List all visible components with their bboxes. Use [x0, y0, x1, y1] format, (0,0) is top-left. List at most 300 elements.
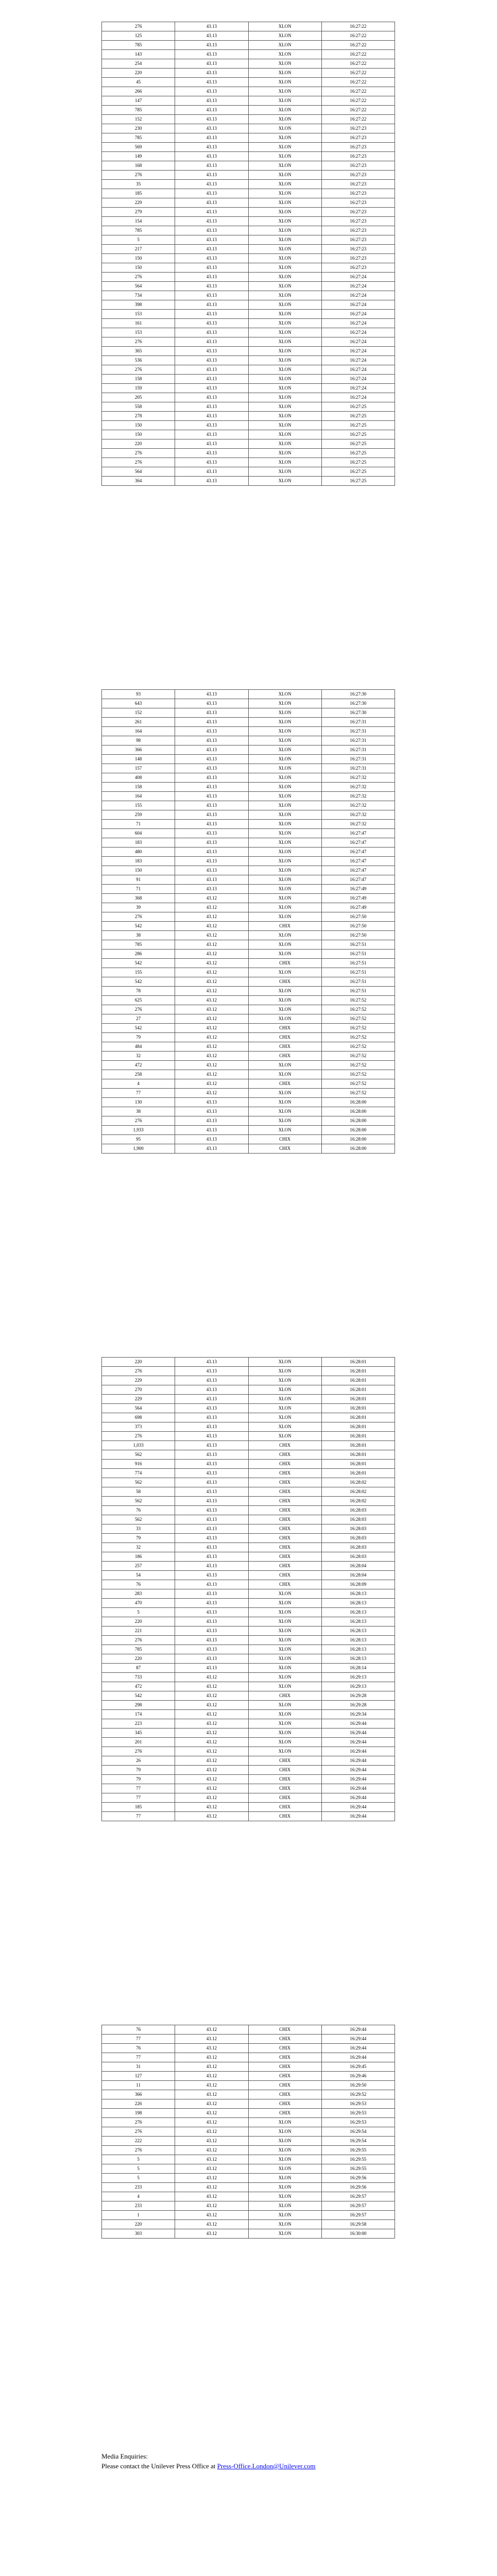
volume-cell: 276 [102, 337, 175, 347]
price-cell: 43.12 [175, 2164, 248, 2174]
price-cell: 43.13 [175, 1422, 248, 1432]
price-cell: 43.13 [175, 1654, 248, 1664]
time-cell: 16:28:13 [321, 1599, 395, 1608]
venue-cell: XLON [248, 402, 321, 412]
time-cell: 16:28:03 [321, 1524, 395, 1534]
price-cell: 43.12 [175, 1719, 248, 1728]
price-cell: 43.13 [175, 727, 248, 736]
volume-cell: 564 [102, 282, 175, 291]
table-row [102, 1580, 395, 1589]
volume-cell: 785 [102, 940, 175, 950]
volume-cell: 261 [102, 718, 175, 727]
venue-cell: CHIX [248, 1135, 321, 1144]
price-cell: 43.13 [175, 31, 248, 41]
time-cell: 16:27:51 [321, 968, 395, 977]
price-cell: 43.13 [175, 96, 248, 106]
time-cell: 16:27:23 [321, 124, 395, 133]
table-row [102, 2099, 395, 2109]
volume-cell: 154 [102, 217, 175, 226]
price-cell: 43.13 [175, 1497, 248, 1506]
table-row [102, 2229, 395, 2239]
venue-cell: XLON [248, 1404, 321, 1413]
volume-cell: 1 [102, 2211, 175, 2220]
time-cell: 16:27:24 [321, 375, 395, 384]
price-cell: 43.13 [175, 1580, 248, 1589]
table-row [102, 1497, 395, 1506]
price-cell: 43.13 [175, 1116, 248, 1126]
volume-cell: 4 [102, 1079, 175, 1089]
price-cell: 43.13 [175, 393, 248, 402]
volume-cell: 276 [102, 365, 175, 375]
venue-cell: XLON [248, 1089, 321, 1098]
table-row [102, 2211, 395, 2220]
table-row [102, 2220, 395, 2229]
venue-cell: CHIX [248, 1524, 321, 1534]
table-row [102, 161, 395, 171]
table-row [102, 319, 395, 328]
venue-cell: XLON [248, 885, 321, 894]
time-cell: 16:27:50 [321, 922, 395, 931]
time-cell: 16:28:01 [321, 1367, 395, 1376]
price-cell: 43.12 [175, 2192, 248, 2201]
time-cell: 16:28:03 [321, 1515, 395, 1524]
time-cell: 16:29:52 [321, 2090, 395, 2099]
time-cell: 16:29:44 [321, 1747, 395, 1756]
time-cell: 16:27:32 [321, 820, 395, 829]
table-row [102, 1571, 395, 1580]
table-row [102, 1617, 395, 1626]
volume-cell: 785 [102, 226, 175, 235]
venue-cell: XLON [248, 2174, 321, 2183]
price-cell: 43.12 [175, 1775, 248, 1784]
time-cell: 16:28:03 [321, 1543, 395, 1552]
price-cell: 43.12 [175, 2201, 248, 2211]
price-cell: 43.13 [175, 745, 248, 755]
table-row [102, 2155, 395, 2164]
table-row [102, 745, 395, 755]
venue-cell: XLON [248, 875, 321, 885]
price-cell: 43.13 [175, 365, 248, 375]
time-cell: 16:29:34 [321, 1710, 395, 1719]
time-cell: 16:27:32 [321, 792, 395, 801]
volume-cell: 155 [102, 968, 175, 977]
table-row [102, 708, 395, 718]
volume-cell: 220 [102, 1654, 175, 1664]
table-row [102, 50, 395, 59]
volume-cell: 734 [102, 291, 175, 300]
time-cell: 16:29:44 [321, 1784, 395, 1793]
volume-cell: 266 [102, 87, 175, 96]
price-cell: 43.12 [175, 1738, 248, 1747]
volume-cell: 472 [102, 1682, 175, 1691]
time-cell: 16:28:00 [321, 1116, 395, 1126]
price-cell: 43.12 [175, 2220, 248, 2229]
price-cell: 43.13 [175, 1524, 248, 1534]
price-cell: 43.12 [175, 2090, 248, 2099]
price-cell: 43.12 [175, 1014, 248, 1024]
venue-cell: XLON [248, 931, 321, 940]
venue-cell: XLON [248, 2127, 321, 2137]
price-cell: 43.12 [175, 1061, 248, 1070]
time-cell: 16:28:00 [321, 1107, 395, 1116]
price-cell: 43.13 [175, 1636, 248, 1645]
volume-cell: 366 [102, 2090, 175, 2099]
table-row [102, 384, 395, 393]
time-cell: 16:29:44 [321, 1812, 395, 1821]
time-cell: 16:27:24 [321, 273, 395, 282]
volume-cell: 254 [102, 59, 175, 69]
price-cell: 43.13 [175, 208, 248, 217]
volume-cell: 158 [102, 783, 175, 792]
venue-cell: XLON [248, 421, 321, 430]
time-cell: 16:27:30 [321, 699, 395, 708]
price-cell: 43.13 [175, 87, 248, 96]
table-row [102, 1710, 395, 1719]
volume-cell: 408 [102, 773, 175, 783]
venue-cell: CHIX [248, 1144, 321, 1154]
venue-cell: XLON [248, 133, 321, 143]
price-cell: 43.13 [175, 1645, 248, 1654]
venue-cell: XLON [248, 1061, 321, 1070]
venue-cell: CHIX [248, 1024, 321, 1033]
venue-cell: XLON [248, 1107, 321, 1116]
volume-cell: 916 [102, 1460, 175, 1469]
time-cell: 16:29:28 [321, 1691, 395, 1701]
volume-cell: 276 [102, 273, 175, 282]
volume-cell: 168 [102, 161, 175, 171]
table-row [102, 1024, 395, 1033]
price-cell: 43.13 [175, 245, 248, 254]
volume-cell: 220 [102, 1617, 175, 1626]
time-cell: 16:28:00 [321, 1126, 395, 1135]
volume-cell: 564 [102, 1404, 175, 1413]
table-row [102, 2044, 395, 2053]
volume-cell: 32 [102, 1052, 175, 1061]
time-cell: 16:27:23 [321, 161, 395, 171]
price-cell: 43.13 [175, 810, 248, 820]
venue-cell: XLON [248, 1385, 321, 1395]
table-row [102, 1469, 395, 1478]
volume-cell: 220 [102, 2220, 175, 2229]
price-cell: 43.12 [175, 903, 248, 912]
price-cell: 43.12 [175, 1756, 248, 1766]
volume-cell: 4 [102, 2192, 175, 2201]
time-cell: 16:29:55 [321, 2164, 395, 2174]
table-row [102, 1061, 395, 1070]
time-cell: 16:29:44 [321, 1766, 395, 1775]
table-row [102, 875, 395, 885]
venue-cell: XLON [248, 31, 321, 41]
volume-cell: 174 [102, 1710, 175, 1719]
time-cell: 16:27:32 [321, 810, 395, 820]
table-row [102, 1441, 395, 1450]
time-cell: 16:27:23 [321, 263, 395, 273]
price-cell: 43.12 [175, 1024, 248, 1033]
venue-cell: XLON [248, 1701, 321, 1710]
table-row [102, 1385, 395, 1395]
venue-cell: XLON [248, 384, 321, 393]
time-cell: 16:29:57 [321, 2211, 395, 2220]
venue-cell: CHIX [248, 2072, 321, 2081]
table-row [102, 1543, 395, 1552]
table-row [102, 263, 395, 273]
price-cell: 43.13 [175, 1664, 248, 1673]
table-row [102, 310, 395, 319]
table-row [102, 41, 395, 50]
volume-cell: 364 [102, 477, 175, 486]
volume-cell: 77 [102, 2035, 175, 2044]
time-cell: 16:27:25 [321, 458, 395, 467]
venue-cell: CHIX [248, 1497, 321, 1506]
time-cell: 16:27:25 [321, 412, 395, 421]
venue-cell: XLON [248, 792, 321, 801]
venue-cell: XLON [248, 838, 321, 848]
volume-cell: 562 [102, 1515, 175, 1524]
volume-cell: 625 [102, 996, 175, 1005]
table-row [102, 783, 395, 792]
venue-cell: CHIX [248, 1033, 321, 1042]
time-cell: 16:27:25 [321, 402, 395, 412]
venue-cell: XLON [248, 829, 321, 838]
price-cell: 43.13 [175, 1515, 248, 1524]
price-cell: 43.13 [175, 273, 248, 282]
table-row [102, 124, 395, 133]
time-cell: 16:27:24 [321, 319, 395, 328]
venue-cell: CHIX [248, 2053, 321, 2062]
venue-cell: XLON [248, 783, 321, 792]
venue-cell: XLON [248, 282, 321, 291]
time-cell: 16:28:13 [321, 1654, 395, 1664]
volume-cell: 45 [102, 78, 175, 87]
time-cell: 16:27:47 [321, 875, 395, 885]
volume-cell: 223 [102, 1719, 175, 1728]
time-cell: 16:29:53 [321, 2099, 395, 2109]
venue-cell: XLON [248, 189, 321, 198]
time-cell: 16:27:52 [321, 1024, 395, 1033]
table-row [102, 78, 395, 87]
price-cell: 43.13 [175, 412, 248, 421]
price-cell: 43.13 [175, 1107, 248, 1116]
table-row [102, 254, 395, 263]
volume-cell: 198 [102, 2109, 175, 2118]
venue-cell: XLON [248, 337, 321, 347]
time-cell: 16:28:03 [321, 1506, 395, 1515]
venue-cell: XLON [248, 198, 321, 208]
volume-cell: 159 [102, 384, 175, 393]
time-cell: 16:27:49 [321, 894, 395, 903]
venue-cell: XLON [248, 1376, 321, 1385]
price-cell: 43.12 [175, 1793, 248, 1803]
time-cell: 16:29:53 [321, 2109, 395, 2118]
price-cell: 43.12 [175, 1089, 248, 1098]
time-cell: 16:29:55 [321, 2155, 395, 2164]
volume-cell: 345 [102, 1728, 175, 1738]
time-cell: 16:27:22 [321, 87, 395, 96]
time-cell: 16:27:31 [321, 745, 395, 755]
volume-cell: 785 [102, 1645, 175, 1654]
time-cell: 16:28:00 [321, 1144, 395, 1154]
media-enquiries-heading: Media Enquiries: [101, 2452, 148, 2460]
venue-cell: XLON [248, 115, 321, 124]
time-cell: 16:27:52 [321, 1042, 395, 1052]
price-cell: 43.13 [175, 402, 248, 412]
time-cell: 16:28:01 [321, 1441, 395, 1450]
price-cell: 43.13 [175, 133, 248, 143]
table-row [102, 1052, 395, 1061]
table-row [102, 1432, 395, 1441]
table-row [102, 2062, 395, 2072]
volume-cell: 127 [102, 2072, 175, 2081]
time-cell: 16:28:04 [321, 1571, 395, 1580]
venue-cell: XLON [248, 968, 321, 977]
time-cell: 16:27:25 [321, 439, 395, 449]
table-row [102, 477, 395, 486]
volume-cell: 71 [102, 820, 175, 829]
table-row [102, 300, 395, 310]
venue-cell: XLON [248, 365, 321, 375]
price-cell: 43.13 [175, 59, 248, 69]
volume-cell: 785 [102, 133, 175, 143]
time-cell: 16:27:24 [321, 282, 395, 291]
time-cell: 16:27:52 [321, 1033, 395, 1042]
time-cell: 16:29:57 [321, 2192, 395, 2201]
price-cell: 43.12 [175, 968, 248, 977]
venue-cell: XLON [248, 124, 321, 133]
table-row [102, 2137, 395, 2146]
time-cell: 16:27:24 [321, 291, 395, 300]
volume-cell: 604 [102, 829, 175, 838]
table-row [102, 912, 395, 922]
price-cell: 43.13 [175, 773, 248, 783]
venue-cell: XLON [248, 1599, 321, 1608]
time-cell: 16:27:22 [321, 78, 395, 87]
table-row [102, 755, 395, 764]
price-cell: 43.13 [175, 356, 248, 365]
venue-cell: XLON [248, 1747, 321, 1756]
time-cell: 16:29:45 [321, 2062, 395, 2072]
price-cell: 43.13 [175, 337, 248, 347]
volume-cell: 79 [102, 1766, 175, 1775]
venue-cell: XLON [248, 699, 321, 708]
price-cell: 43.12 [175, 1803, 248, 1812]
volume-cell: 79 [102, 1033, 175, 1042]
volume-cell: 303 [102, 2229, 175, 2239]
table-row [102, 1395, 395, 1404]
volume-cell: 5 [102, 235, 175, 245]
table-row [102, 356, 395, 365]
price-cell: 43.13 [175, 1487, 248, 1497]
price-cell: 43.13 [175, 282, 248, 291]
volume-cell: 221 [102, 1626, 175, 1636]
venue-cell: XLON [248, 1608, 321, 1617]
venue-cell: XLON [248, 940, 321, 950]
time-cell: 16:28:01 [321, 1395, 395, 1404]
table-row [102, 1682, 395, 1691]
table-row [102, 801, 395, 810]
table-row [102, 245, 395, 254]
table-row [102, 235, 395, 245]
volume-cell: 153 [102, 310, 175, 319]
volume-cell: 276 [102, 2146, 175, 2155]
venue-cell: CHIX [248, 1691, 321, 1701]
venue-cell: XLON [248, 78, 321, 87]
time-cell: 16:27:25 [321, 430, 395, 439]
venue-cell: XLON [248, 375, 321, 384]
volume-cell: 733 [102, 1673, 175, 1682]
venue-cell: CHIX [248, 1487, 321, 1497]
venue-cell: XLON [248, 2201, 321, 2211]
table-row [102, 1126, 395, 1135]
volume-cell: 150 [102, 866, 175, 875]
venue-cell: CHIX [248, 1775, 321, 1784]
venue-cell: XLON [248, 1617, 321, 1626]
venue-cell: CHIX [248, 2062, 321, 2072]
venue-cell: CHIX [248, 1812, 321, 1821]
price-cell: 43.13 [175, 1135, 248, 1144]
volume-cell: 201 [102, 1738, 175, 1747]
time-cell: 16:27:23 [321, 171, 395, 180]
time-cell: 16:27:32 [321, 801, 395, 810]
price-cell: 43.13 [175, 764, 248, 773]
time-cell: 16:27:22 [321, 59, 395, 69]
time-cell: 16:27:52 [321, 996, 395, 1005]
table-row [102, 152, 395, 161]
price-cell: 43.12 [175, 2081, 248, 2090]
table-row [102, 1719, 395, 1728]
time-cell: 16:27:23 [321, 254, 395, 263]
venue-cell: XLON [248, 171, 321, 180]
volume-cell: 39 [102, 903, 175, 912]
price-cell: 43.13 [175, 226, 248, 235]
price-cell: 43.13 [175, 718, 248, 727]
price-cell: 43.12 [175, 1673, 248, 1682]
time-cell: 16:28:01 [321, 1450, 395, 1460]
price-cell: 43.13 [175, 50, 248, 59]
venue-cell: XLON [248, 458, 321, 467]
volume-cell: 220 [102, 439, 175, 449]
venue-cell: XLON [248, 2155, 321, 2164]
table-row [102, 2146, 395, 2155]
price-cell: 43.13 [175, 300, 248, 310]
venue-cell: XLON [248, 1098, 321, 1107]
venue-cell: CHIX [248, 2081, 321, 2090]
venue-cell: XLON [248, 2220, 321, 2229]
table-row [102, 977, 395, 987]
venue-cell: XLON [248, 1358, 321, 1367]
venue-cell: XLON [248, 848, 321, 857]
price-cell: 43.12 [175, 996, 248, 1005]
price-cell: 43.12 [175, 1728, 248, 1738]
venue-cell: XLON [248, 328, 321, 337]
venue-cell: CHIX [248, 1515, 321, 1524]
volume-cell: 158 [102, 375, 175, 384]
venue-cell: XLON [248, 1664, 321, 1673]
volume-cell: 542 [102, 977, 175, 987]
volume-cell: 217 [102, 245, 175, 254]
volume-cell: 185 [102, 1803, 175, 1812]
venue-cell: CHIX [248, 2099, 321, 2109]
venue-cell: XLON [248, 2118, 321, 2127]
time-cell: 16:28:00 [321, 1135, 395, 1144]
time-cell: 16:27:23 [321, 180, 395, 189]
volume-cell: 79 [102, 1775, 175, 1784]
volume-cell: 298 [102, 1701, 175, 1710]
table-row [102, 1747, 395, 1756]
time-cell: 16:27:49 [321, 885, 395, 894]
price-cell: 43.13 [175, 1478, 248, 1487]
press-office-email-link[interactable]: Press-Office.London@Unilever.com [217, 2462, 316, 2470]
time-cell: 16:29:44 [321, 2035, 395, 2044]
